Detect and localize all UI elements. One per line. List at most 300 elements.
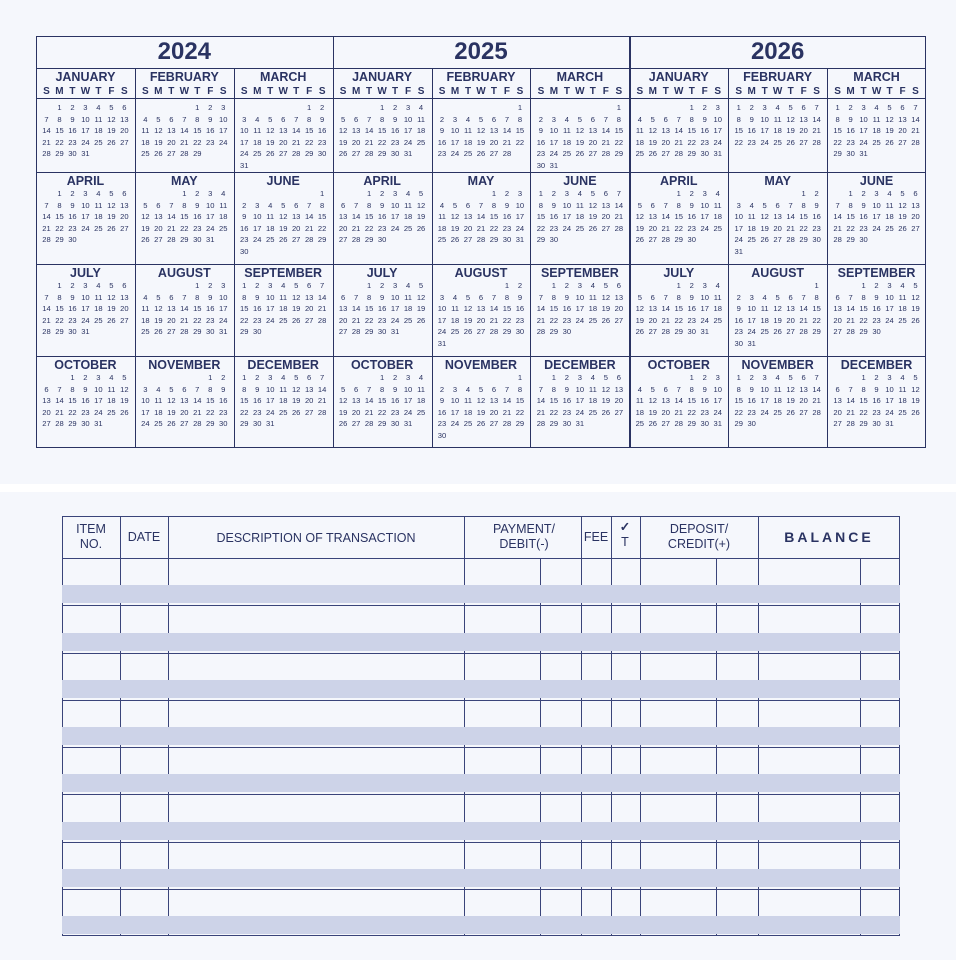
- day-number: 5: [156, 292, 161, 302]
- day-number: 4: [637, 114, 642, 124]
- day-number: 18: [898, 304, 907, 314]
- day-number: 8: [366, 200, 372, 210]
- day-number: 11: [94, 114, 103, 124]
- day-number: 15: [859, 396, 868, 406]
- day-number: 20: [476, 315, 486, 325]
- weekday-letter: S: [615, 86, 623, 97]
- quarter-divider: [629, 172, 926, 173]
- day-number: 28: [42, 327, 51, 337]
- day-number: 11: [898, 384, 907, 394]
- day-number: 13: [42, 396, 51, 406]
- day-number: 1: [379, 103, 385, 112]
- day-number: 1: [676, 189, 681, 198]
- day-number: 1: [517, 103, 523, 112]
- day-number: 12: [265, 126, 275, 136]
- year-title-divider: [629, 68, 926, 69]
- day-number: 11: [107, 384, 116, 394]
- weekday-letter: T: [267, 86, 274, 97]
- day-number: 3: [405, 373, 411, 382]
- day-number: 1: [320, 189, 325, 198]
- day-number: 7: [354, 292, 359, 302]
- entry-row-divider: [62, 842, 900, 843]
- day-number: 13: [588, 126, 598, 136]
- weekday-letter: W: [80, 86, 91, 97]
- day-number: 8: [379, 384, 385, 394]
- day-number: 17: [713, 126, 722, 136]
- entry-shade-band: [62, 585, 900, 603]
- day-number: 4: [418, 103, 424, 112]
- day-number: 11: [279, 292, 288, 302]
- month-name: MARCH: [853, 70, 900, 84]
- day-number: 6: [44, 384, 49, 394]
- header-deposit-credit: DEPOSIT/ CREDIT(+): [667, 522, 731, 551]
- day-number: 16: [377, 212, 387, 222]
- day-number: 25: [635, 419, 645, 429]
- month-name: DECEMBER: [544, 358, 616, 372]
- day-number: 3: [577, 281, 582, 290]
- day-number: 8: [676, 292, 681, 302]
- day-number: 1: [848, 189, 853, 198]
- entry-shade-band: [62, 680, 900, 698]
- day-number: 5: [156, 114, 161, 124]
- day-number: 3: [736, 200, 741, 210]
- day-number: 3: [762, 373, 767, 382]
- day-number: 6: [801, 373, 806, 382]
- day-number: 10: [760, 384, 769, 394]
- day-number: 14: [502, 396, 512, 406]
- day-number: 28: [42, 235, 51, 245]
- day-number: 23: [317, 137, 327, 147]
- day-number: 17: [872, 212, 881, 222]
- day-number: 6: [122, 103, 127, 112]
- day-number: 5: [268, 114, 273, 124]
- day-number: 11: [713, 292, 722, 302]
- day-number: 6: [169, 114, 174, 124]
- day-number: 9: [439, 126, 445, 136]
- day-number: 11: [141, 126, 150, 136]
- day-number: 14: [476, 212, 486, 222]
- day-number: 5: [478, 114, 484, 124]
- day-number: 17: [390, 212, 400, 222]
- weekday-divider: [432, 98, 531, 99]
- year-title: 2024: [157, 38, 212, 65]
- day-number: 26: [885, 137, 894, 147]
- quarter-divider: [333, 356, 630, 357]
- day-number: 28: [812, 407, 821, 417]
- day-number: 24: [515, 223, 525, 233]
- day-number: 31: [713, 419, 722, 429]
- day-number: 8: [551, 384, 557, 394]
- day-number: 9: [749, 384, 754, 394]
- day-number: 11: [154, 396, 163, 406]
- day-number: 2: [517, 281, 523, 290]
- day-number: 13: [898, 114, 907, 124]
- day-number: 22: [364, 315, 374, 325]
- day-number: 21: [291, 137, 301, 147]
- day-number: 25: [265, 235, 275, 245]
- day-number: 20: [601, 212, 611, 222]
- weekday-letter: F: [800, 86, 807, 97]
- day-number: 8: [517, 384, 523, 394]
- day-number: 6: [465, 200, 471, 210]
- day-number: 12: [338, 126, 348, 136]
- day-number: 9: [255, 384, 260, 394]
- day-number: 30: [317, 149, 327, 159]
- day-number: 7: [801, 292, 806, 302]
- day-number: 12: [911, 384, 920, 394]
- day-number: 8: [736, 114, 741, 124]
- day-number: 24: [549, 149, 559, 159]
- day-number: 4: [465, 384, 471, 394]
- day-number: 9: [517, 292, 523, 302]
- day-number: 10: [81, 200, 90, 210]
- day-number: 5: [294, 281, 299, 290]
- day-number: 11: [404, 200, 412, 210]
- day-number: 10: [240, 126, 249, 136]
- day-number: 22: [687, 407, 696, 417]
- day-number: 9: [874, 292, 879, 302]
- weekday-letter: T: [860, 86, 867, 97]
- day-number: 23: [253, 315, 262, 325]
- day-number: 20: [489, 137, 499, 147]
- day-number: 27: [898, 137, 907, 147]
- day-number: 30: [562, 327, 572, 337]
- weekday-letter: F: [701, 86, 708, 97]
- header-fee: FEE: [583, 530, 609, 544]
- day-number: 30: [734, 339, 743, 348]
- weekday-letter: F: [405, 86, 412, 97]
- day-number: 7: [195, 384, 200, 394]
- day-number: 30: [81, 419, 90, 429]
- day-number: 24: [240, 149, 249, 159]
- day-number: 29: [193, 149, 202, 159]
- day-number: 7: [44, 114, 49, 124]
- day-number: 22: [833, 137, 842, 147]
- day-number: 11: [141, 304, 150, 314]
- day-number: 21: [786, 223, 795, 233]
- check-mark-icon: ✓: [619, 520, 631, 534]
- day-number: 13: [661, 396, 670, 406]
- day-number: 21: [317, 396, 327, 406]
- day-number: 29: [536, 235, 546, 245]
- day-number: 3: [887, 281, 892, 290]
- day-number: 2: [702, 103, 707, 112]
- day-number: 25: [154, 419, 163, 429]
- month-name: FEBRUARY: [446, 70, 516, 84]
- day-number: 1: [551, 281, 557, 290]
- day-number: 12: [786, 114, 795, 124]
- day-number: 28: [364, 149, 374, 159]
- day-number: 4: [109, 373, 114, 382]
- day-number: 10: [575, 384, 585, 394]
- day-number: 12: [885, 114, 894, 124]
- day-number: 18: [403, 212, 413, 222]
- day-number: 29: [489, 235, 499, 245]
- month-name: AUGUST: [454, 266, 508, 280]
- day-number: 29: [364, 235, 374, 245]
- day-number: 30: [253, 327, 262, 337]
- day-number: 24: [734, 235, 743, 245]
- day-number: 30: [747, 419, 756, 429]
- day-number: 20: [351, 407, 361, 417]
- day-number: 18: [562, 137, 572, 147]
- day-number: 29: [193, 327, 202, 337]
- day-number: 22: [377, 407, 387, 417]
- day-number: 6: [650, 292, 655, 302]
- day-number: 10: [265, 292, 275, 302]
- day-number: 20: [167, 315, 176, 325]
- day-number: 9: [392, 114, 398, 124]
- day-number: 21: [536, 407, 546, 417]
- day-number: 16: [700, 126, 709, 136]
- day-number: 7: [814, 103, 819, 112]
- day-number: 21: [364, 137, 374, 147]
- month-name: MARCH: [556, 70, 604, 84]
- day-number: 4: [900, 281, 905, 290]
- day-number: 22: [55, 223, 64, 233]
- day-number: 18: [278, 304, 288, 314]
- day-number: 12: [773, 304, 782, 314]
- day-number: 4: [405, 281, 411, 290]
- month-name: MARCH: [259, 70, 307, 84]
- entry-shade-band: [62, 916, 900, 934]
- day-number: 13: [304, 292, 314, 302]
- weekday-letter: F: [306, 86, 313, 97]
- month-divider: [728, 68, 729, 448]
- day-number: 2: [379, 281, 385, 290]
- day-number: 25: [107, 407, 116, 417]
- register-header-border: [62, 558, 900, 559]
- weekday-letter: T: [464, 86, 472, 97]
- day-number: 27: [799, 407, 808, 417]
- day-number: 18: [885, 212, 894, 222]
- day-number: 13: [338, 304, 348, 314]
- day-number: 19: [291, 304, 301, 314]
- day-number: 11: [885, 200, 894, 210]
- day-number: 4: [900, 373, 905, 382]
- day-number: 13: [120, 200, 129, 210]
- day-number: 7: [676, 384, 681, 394]
- day-number: 15: [734, 126, 743, 136]
- day-number: 5: [603, 281, 608, 290]
- day-number: 29: [206, 419, 215, 429]
- day-number: 31: [403, 419, 413, 429]
- day-number: 3: [439, 292, 445, 302]
- day-number: 24: [403, 137, 413, 147]
- day-number: 18: [141, 315, 150, 325]
- day-number: 26: [588, 223, 598, 233]
- month-name: MAY: [170, 174, 198, 188]
- weekday-letter: S: [834, 86, 841, 97]
- day-number: 5: [109, 189, 114, 198]
- day-number: 15: [193, 126, 202, 136]
- entry-row-divider: [62, 794, 900, 795]
- day-number: 5: [109, 281, 114, 290]
- weekday-letter: M: [351, 86, 361, 97]
- day-number: 3: [268, 373, 273, 382]
- day-number: 29: [55, 149, 64, 159]
- day-number: 17: [859, 126, 868, 136]
- day-number: 23: [437, 419, 447, 429]
- day-number: 3: [83, 189, 88, 198]
- day-number: 10: [437, 304, 447, 314]
- day-number: 17: [219, 126, 228, 136]
- day-number: 7: [478, 200, 484, 210]
- day-number: 10: [219, 292, 228, 302]
- day-number: 31: [713, 149, 722, 159]
- day-number: 17: [81, 304, 90, 314]
- day-number: 6: [616, 281, 621, 290]
- day-number: 13: [799, 384, 808, 394]
- day-number: 21: [317, 304, 327, 314]
- day-number: 18: [278, 396, 288, 406]
- day-number: 22: [55, 137, 64, 147]
- day-number: 15: [549, 396, 559, 406]
- day-number: 12: [107, 114, 116, 124]
- day-number: 9: [70, 200, 75, 210]
- day-number: 20: [799, 396, 808, 406]
- weekday-letter: S: [219, 86, 227, 97]
- day-number: 18: [588, 396, 598, 406]
- day-number: 9: [208, 114, 213, 124]
- day-number: 22: [364, 223, 374, 233]
- day-number: 19: [898, 212, 907, 222]
- day-number: 28: [786, 235, 795, 245]
- day-number: 15: [502, 304, 512, 314]
- day-number: 8: [861, 292, 866, 302]
- month-name: MAY: [764, 174, 791, 188]
- day-number: 7: [848, 292, 853, 302]
- weekday-letter: T: [95, 86, 102, 97]
- day-number: 31: [240, 161, 249, 170]
- day-number: 14: [42, 126, 51, 136]
- weekday-letter: M: [253, 86, 262, 97]
- weekday-letter: M: [648, 86, 657, 97]
- day-number: 5: [294, 373, 299, 382]
- day-number: 20: [799, 126, 808, 136]
- day-number: 27: [799, 137, 808, 147]
- weekday-letter: T: [761, 86, 768, 97]
- day-number: 5: [281, 200, 286, 210]
- day-number: 20: [648, 315, 658, 325]
- day-number: 19: [416, 212, 426, 222]
- day-number: 30: [68, 327, 77, 337]
- day-number: 2: [702, 373, 707, 382]
- day-number: 4: [715, 281, 720, 290]
- day-number: 16: [734, 315, 743, 325]
- day-number: 27: [351, 149, 361, 159]
- day-number: 13: [911, 200, 920, 210]
- day-number: 18: [635, 407, 645, 417]
- day-number: 26: [575, 149, 585, 159]
- day-number: 2: [83, 373, 88, 382]
- day-number: 23: [747, 407, 756, 417]
- day-number: 19: [278, 223, 288, 233]
- day-number: 3: [452, 114, 458, 124]
- weekday-letter: S: [912, 86, 919, 97]
- day-number: 4: [452, 292, 458, 302]
- day-number: 23: [253, 407, 262, 417]
- day-number: 11: [451, 304, 459, 314]
- weekday-letter: S: [516, 86, 524, 97]
- day-number: 29: [812, 327, 821, 337]
- register-top-border: [62, 516, 900, 517]
- day-number: 14: [661, 212, 670, 222]
- day-number: 22: [240, 315, 249, 325]
- day-number: 9: [392, 384, 398, 394]
- day-number: 18: [437, 223, 447, 233]
- day-number: 6: [491, 114, 497, 124]
- day-number: 1: [366, 189, 372, 198]
- day-number: 18: [94, 126, 103, 136]
- weekday-letter: W: [377, 86, 387, 97]
- weekday-letter: T: [787, 86, 794, 97]
- day-number: 21: [812, 396, 821, 406]
- day-number: 16: [437, 137, 447, 147]
- weekday-letter: T: [69, 86, 76, 97]
- day-number: 11: [898, 292, 907, 302]
- day-number: 8: [491, 200, 497, 210]
- day-number: 26: [773, 327, 782, 337]
- day-number: 8: [195, 292, 200, 302]
- day-number: 23: [846, 137, 855, 147]
- day-number: 13: [120, 114, 129, 124]
- day-number: 10: [141, 396, 150, 406]
- day-number: 10: [450, 126, 460, 136]
- day-number: 5: [341, 114, 346, 124]
- day-number: 5: [577, 114, 582, 124]
- day-number: 10: [403, 384, 413, 394]
- day-number: 8: [57, 292, 62, 302]
- day-number: 14: [536, 304, 546, 314]
- day-number: 25: [872, 137, 881, 147]
- day-number: 15: [55, 212, 64, 222]
- entry-row-divider: [62, 747, 900, 748]
- day-number: 4: [143, 292, 148, 302]
- day-number: 22: [317, 223, 327, 233]
- weekday-letter: S: [537, 86, 545, 97]
- header-cleared-check: ✓ T: [611, 520, 639, 550]
- day-number: 25: [588, 407, 598, 417]
- day-number: 30: [536, 161, 546, 170]
- day-number: 25: [141, 149, 150, 159]
- day-number: 5: [637, 200, 642, 210]
- day-number: 6: [775, 200, 780, 210]
- day-number: 28: [180, 327, 189, 337]
- day-number: 5: [913, 373, 918, 382]
- weekday-letter: S: [636, 86, 644, 97]
- weekday-letter: F: [503, 86, 510, 97]
- day-number: 26: [648, 419, 658, 429]
- weekday-letter: T: [392, 86, 399, 97]
- day-number: 1: [736, 373, 741, 382]
- day-number: 2: [195, 189, 200, 198]
- day-number: 24: [872, 223, 881, 233]
- day-number: 11: [417, 384, 425, 394]
- day-number: 9: [208, 292, 213, 302]
- day-number: 28: [304, 235, 314, 245]
- weekday-divider: [530, 98, 629, 99]
- day-number: 14: [786, 212, 795, 222]
- day-number: 16: [687, 212, 696, 222]
- day-number: 27: [351, 419, 361, 429]
- day-number: 24: [760, 407, 769, 417]
- day-number: 15: [549, 304, 559, 314]
- weekday-letter: M: [450, 86, 460, 97]
- day-number: 19: [911, 396, 920, 406]
- day-number: 8: [242, 292, 247, 302]
- register-bottom-border: [62, 935, 900, 936]
